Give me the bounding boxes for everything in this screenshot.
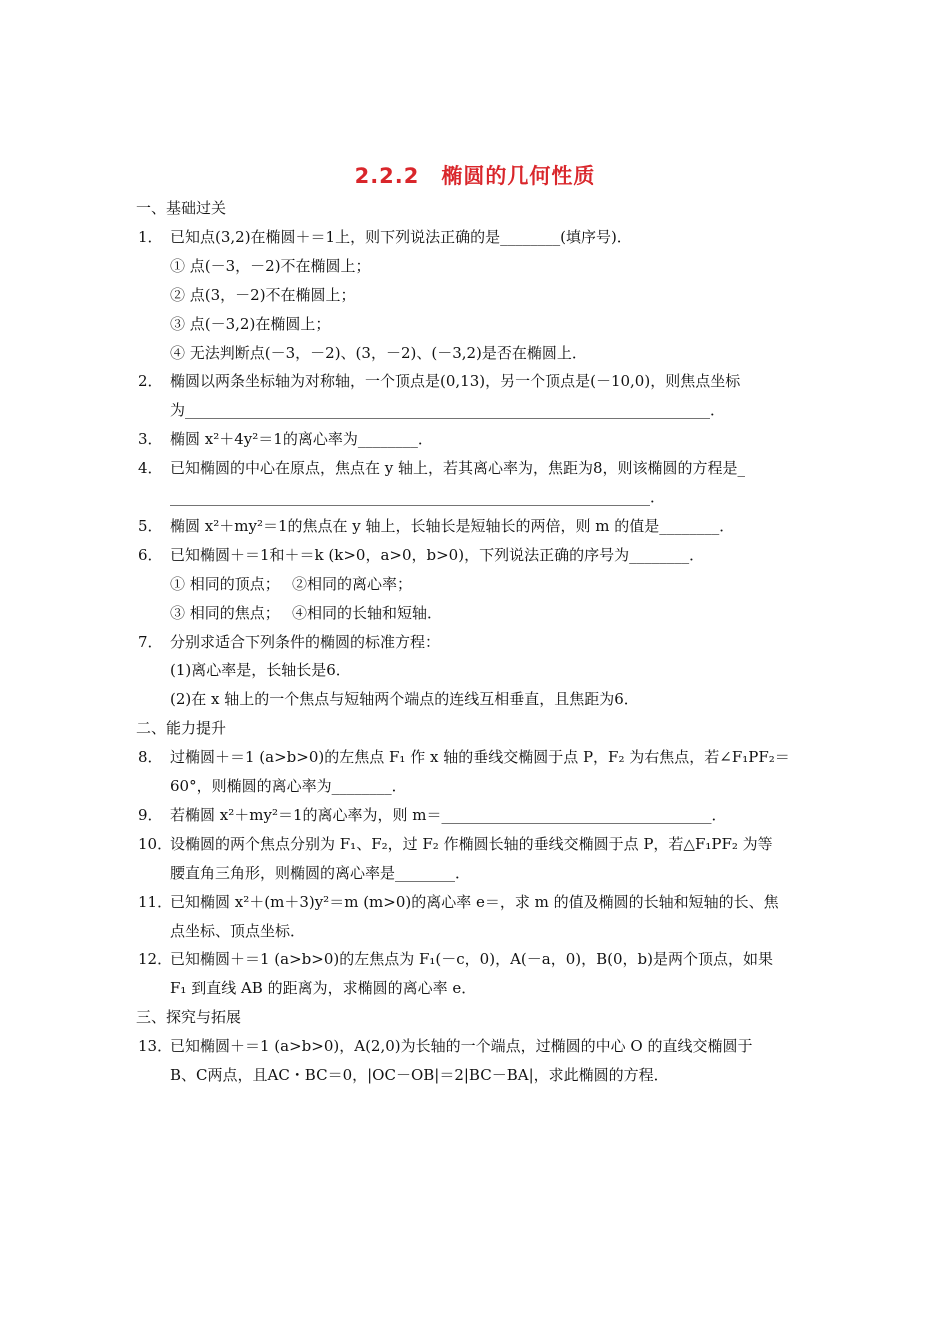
- exercise-text: 分别求适合下列条件的椭圆的标准方程：: [170, 632, 441, 651]
- exercise-number: 9．: [138, 805, 163, 824]
- exercise-text: 已知点(3,2)在椭圆＋＝1上，则下列说法正确的是________(填序号)．: [170, 227, 632, 246]
- exercise-number: 3．: [138, 430, 163, 449]
- exercise-text: (2)在 x 轴上的一个焦点与短轴两个端点的连线互相垂直，且焦距为6．: [170, 690, 639, 709]
- exercise-text: 为______________________________________________________________________．: [170, 401, 726, 420]
- exercise-number: 6．: [138, 545, 163, 564]
- exercise-text: 椭圆以两条坐标轴为对称轴，一个顶点是(0,13)，另一个顶点是(－10,0)，则焦点坐标: [170, 372, 741, 391]
- exercise-text: 若椭圆 x²＋my²＝1的离心率为，则 m＝____________________________________．: [170, 805, 727, 824]
- exercise-text: B、C两点，且AC・BC＝0，|OC－OB|＝2|BC－BA|，求此椭圆的方程．: [170, 1066, 669, 1084]
- exercise-text: 椭圆 x²＋my²＝1的焦点在 y 轴上，长轴长是短轴长的两倍，则 m 的值是________．: [170, 516, 735, 535]
- exercise-text: ② 点(3，－2)不在椭圆上；: [170, 285, 356, 304]
- exercise-number: 8．: [138, 748, 163, 767]
- exercise-number: 5．: [138, 516, 163, 535]
- exercise-text: 已知椭圆＋＝1 (a>b>0)的左焦点为 F₁(－c，0)，A(－a，0)，B(0，b)是两个顶点，如果: [170, 950, 773, 969]
- exercise-text: 点坐标、顶点坐标．: [170, 921, 306, 940]
- exercise-number: 12．: [138, 950, 173, 969]
- exercise-text: 已知椭圆的中心在原点，焦点在 y 轴上，若其离心率为，焦距为8，则该椭圆的方程是_: [170, 459, 746, 478]
- exercise-number: 1．: [138, 227, 163, 246]
- section-heading-text: 一、基础过关: [136, 199, 227, 217]
- exercise-text: ④ 无法判断点(－3，－2)、(3，－2)、(－3,2)是否在椭圆上．: [170, 343, 587, 362]
- exercise-text: (1)离心率是，长轴长是6．: [170, 661, 351, 680]
- exercise-text: ③ 相同的焦点； ④相同的长轴和短轴．: [170, 603, 443, 622]
- exercise-text: 已知椭圆 x²＋(m＋3)y²＝m (m>0)的离心率 e＝，求 m 的值及椭圆的长轴和短轴的长、焦: [170, 892, 779, 911]
- exercise-number: 7．: [138, 632, 163, 651]
- exercise-number: 13．: [138, 1037, 173, 1056]
- exercise-text: ① 点(－3，－2)不在椭圆上；: [170, 256, 371, 275]
- exercise-text: 设椭圆的两个焦点分别为 F₁、F₂，过 F₂ 作椭圆长轴的垂线交椭圆于点 P，若△F₁PF₂ 为等: [170, 834, 773, 853]
- page-title: 2.2.2 椭圆的几何性质: [354, 164, 596, 188]
- exercise-text: 已知椭圆＋＝1 (a>b>0)，A(2,0)为长轴的一个端点，过椭圆的中心 O 的直线交椭圆于: [170, 1037, 753, 1056]
- exercise-text: ________________________________________________________________．: [170, 488, 666, 506]
- exercise-number: 11．: [138, 892, 173, 911]
- exercise-text: 过椭圆＋＝1 (a>b>0)的左焦点 F₁ 作 x 轴的垂线交椭圆于点 P，F₂ 为右焦点，若∠F₁PF₂＝: [170, 748, 790, 767]
- exercise-number: 10．: [138, 834, 173, 853]
- exercise-text: 已知椭圆＋＝1和＋＝k (k>0，a>0，b>0)，下列说法正确的序号为________．: [170, 545, 705, 564]
- exercise-text: 60°，则椭圆的离心率为________．: [170, 777, 407, 795]
- exercise-number: 2．: [138, 372, 163, 391]
- exercise-text: ① 相同的顶点； ②相同的离心率；: [170, 574, 413, 593]
- exercise-text: 椭圆 x²＋4y²＝1的离心率为________．: [170, 430, 433, 449]
- section-heading-text: 二、能力提升: [136, 719, 227, 738]
- exercise-text: F₁ 到直线 AB 的距离为，求椭圆的离心率 e．: [170, 979, 477, 998]
- exercise-text: ③ 点(－3,2)在椭圆上；: [170, 314, 331, 333]
- exercise-number: 4．: [138, 459, 163, 478]
- section-heading-text: 三、探究与拓展: [136, 1008, 242, 1027]
- exercise-text: 腰直角三角形，则椭圆的离心率是________．: [170, 863, 471, 882]
